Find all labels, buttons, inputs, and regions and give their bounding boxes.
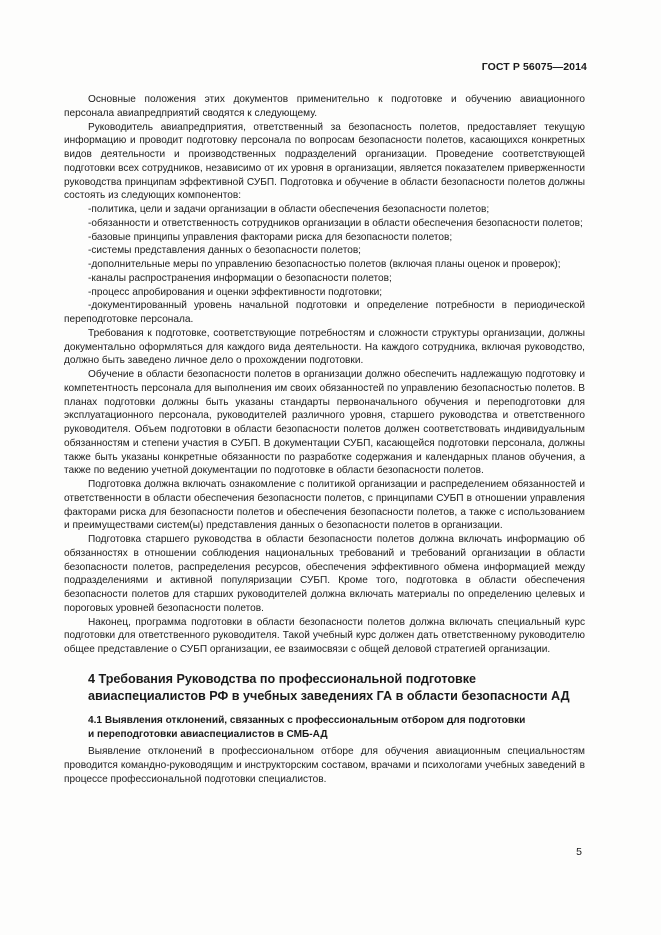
page-number: 5 [576,846,582,858]
paragraph: Подготовка должна включать ознакомление с политикой организации и распределением обязанностей и ответственности в области обеспечения безопасности полетов, с принципами СУБП в отношении управления факторами риска для безопасности полетов и обеспечения безопасности полетов, а также с использованием и преимуществами систем(ы) представления данных о безопасности полетов в организации. [64,479,585,532]
section-heading-line: авиаспециалистов РФ в учебных заведениях ГА в области безопасности АД [88,689,570,704]
section-heading [64,671,585,706]
list-item: -процесс апробирования и оценки эффективности подготовки; [88,286,383,298]
list-item: -системы представления данных о безопасности полетов; [88,245,361,257]
paragraph: Наконец, программа подготовки в области безопасности полетов должна включать специальный курс подготовки для ответственного руководителя. Такой учебный курс должен дать ответственному руководителю общее представление о СУБП организации, ее взаимосвязи с общей деловой стратегией организации. [64,616,585,655]
paragraph: Подготовка старшего руководства в области безопасности полетов должна включать информацию об обязанностях в отношении соблюдения национальных требований и требований организации в области безопасности полетов, распределения ресурсов, обеспечения эффективного обмена информацией между подразделениями и активной популяризации СУБП. Кроме того, подготовка в области обеспечения безопасности полетов для старших руководителей должна включать материалы по определению целевых и пороговых уровней безопасности полетов. [64,534,585,614]
list-item: -базовые принципы управления факторами риска для безопасности полетов; [88,231,453,243]
paragraph: Основные положения этих документов применительно к подготовке и обучению авиационного персонала авиапредприятий сводятся к следующему. [64,94,585,119]
subsection-heading-line: и переподготовки авиаспециалистов в СМБ-АД [88,728,328,740]
paragraph: Требования к подготовке, соответствующие потребностям и сложности структуры организации, должны документально оформляться для каждого вида деятельности. На каждого сотрудника, включая руководство, должно быть заведено личное дело о прохождении подготовки. [64,327,585,367]
paragraph: Обучение в области безопасности полетов в организации должно обеспечить надлежащую подготовку и компетентность персонала для выполнения им своих обязанностей по управлению безопасностью полетов. В планах подготовки должны быть указаны стандарты первоначального обучения и переподготовки для эксплуатационного персонала, руководителей различного уровня, старшего руководства и ответственного руководителя. Объем подготовки в области безопасности полетов должен соответствовать индивидуальным обязанностям и степени участия в СУБП. В документации СУБП, касающейся подготовки персонала, должны также быть указаны конкретные обязанности по разработке содержания и календарных планов обучения, а также по ведению учетной документации по подготовке в области безопасности полетов. [64,369,585,477]
list-item: -каналы распространения информации о безопасности полетов; [88,272,392,284]
list-item: -документированный уровень начальной подготовки и определение потребности в периодической переподготовке персонала. [64,300,585,325]
list-item: -дополнительные меры по управлению безопасностью полетов (включая планы оценок и проверок); [88,259,561,270]
paragraph: Руководитель авиапредприятия, ответственный за безопасность полетов, предоставляет текущую информацию и проводит подготовку персонала по вопросам безопасности полетов, касающихся конкретных видов деятельности и производственных подразделений организации. Проведение соответствующей подготовки всех сотрудников, независимо от их уровня в организации, является показателем приверженности руководства принципам эффективной СУБП. Подготовка и обучение в области безопасности полетов должны состоять из следующих компонентов: [64,121,585,202]
bullet-list [64,203,585,327]
list-item: -политика, цели и задачи организации в области обеспечения безопасности полетов; [88,204,490,215]
list-item: -обязанности и ответственность сотрудников организации в области обеспечения безопасности полетов; [88,217,583,229]
subsection-heading [64,714,585,742]
standard-id: ГОСТ Р 56075—2014 [481,61,587,73]
paragraph: Выявление отклонений в профессиональном отборе для обучения авиационным специальностям проводится командно-руководящим и инструкторским составом, врачами и психологами учебных заведений в процессе профессиональной подготовки специалистов. [64,746,585,785]
section-heading-line: 4 Требования Руководства по профессиональной подготовке [88,671,477,686]
body-text [64,93,585,787]
subsection-heading-line: 4.1 Выявления отклонений, связанных с профессиональным отбором для подготовки [88,714,526,726]
